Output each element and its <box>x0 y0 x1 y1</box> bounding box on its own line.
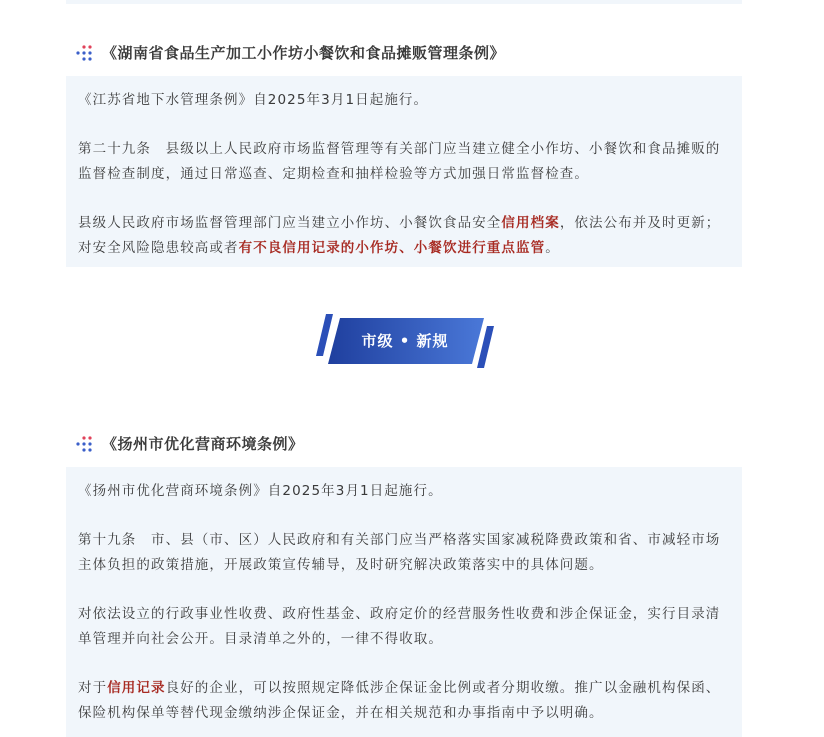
paragraph-fee-catalog: 对依法设立的行政事业性收费、政府性基金、政府定价的经营服务性收费和涉企保证金，实行目录清单管理并向社会公开。目录清单之外的，一律不得收取。 <box>78 606 721 647</box>
dots-grid-icon <box>76 436 92 452</box>
text-run: ，依法公布并及时更新；对安全风险隐患较高或者 <box>78 215 721 256</box>
dots-grid-icon <box>76 45 92 61</box>
highlight-credit-record: 信用记录 <box>107 680 166 696</box>
paragraph-credit-files <box>78 211 730 261</box>
section-title-text: 《湖南省食品生产加工小作坊小餐饮和食品摊贩管理条例》 <box>102 44 506 62</box>
banner-label: 市级 • 新规 <box>361 332 449 350</box>
section-body-hunan <box>66 76 742 267</box>
highlight-credit-files: 信用档案 <box>501 215 560 231</box>
section-body-yangzhou <box>66 467 742 737</box>
text-run: 对于 <box>78 680 108 696</box>
paragraph-credit-record <box>78 676 730 726</box>
section-banner-city-regulations <box>316 312 494 370</box>
paragraph-effective-date: 《扬州市优化营商环境条例》自2025年3月1日起施行。 <box>78 483 443 499</box>
paragraph-article-19: 第十九条 市、县（市、区）人民政府和有关部门应当严格落实国家减税降费政策和省、市减轻市场主体负担的政策措施，开展政策宣传辅导，及时研究解决政策落实中的具体问题。 <box>78 532 721 573</box>
section-heading-yangzhou <box>76 433 304 454</box>
section-title-text: 《扬州市优化营商环境条例》 <box>102 435 304 453</box>
highlight-key-supervision: 有不良信用记录的小作坊、小餐饮进行重点监管 <box>238 240 546 256</box>
text-run: 良好的企业，可以按照规定降低涉企保证金比例或者分期收缴。推广以金融机构保函、保险机构保单等替代现金缴纳涉企保证金，并在相关规范和办事指南中予以明确。 <box>78 680 721 721</box>
section-heading-hunan <box>76 42 505 63</box>
text-run: 县级人民政府市场监督管理部门应当建立小作坊、小餐饮食品安全 <box>78 215 502 231</box>
text-run: 。 <box>545 240 560 256</box>
paragraph-effective-date: 《江苏省地下水管理条例》自2025年3月1日起施行。 <box>78 92 429 108</box>
paragraph-article-29: 第二十九条 县级以上人民政府市场监督管理等有关部门应当建立健全小作坊、小餐饮和食品摊贩的监督检查制度，通过日常巡查、定期检查和抽样检验等方式加强日常监督检查。 <box>78 141 721 182</box>
previous-content-box-edge <box>66 0 742 4</box>
